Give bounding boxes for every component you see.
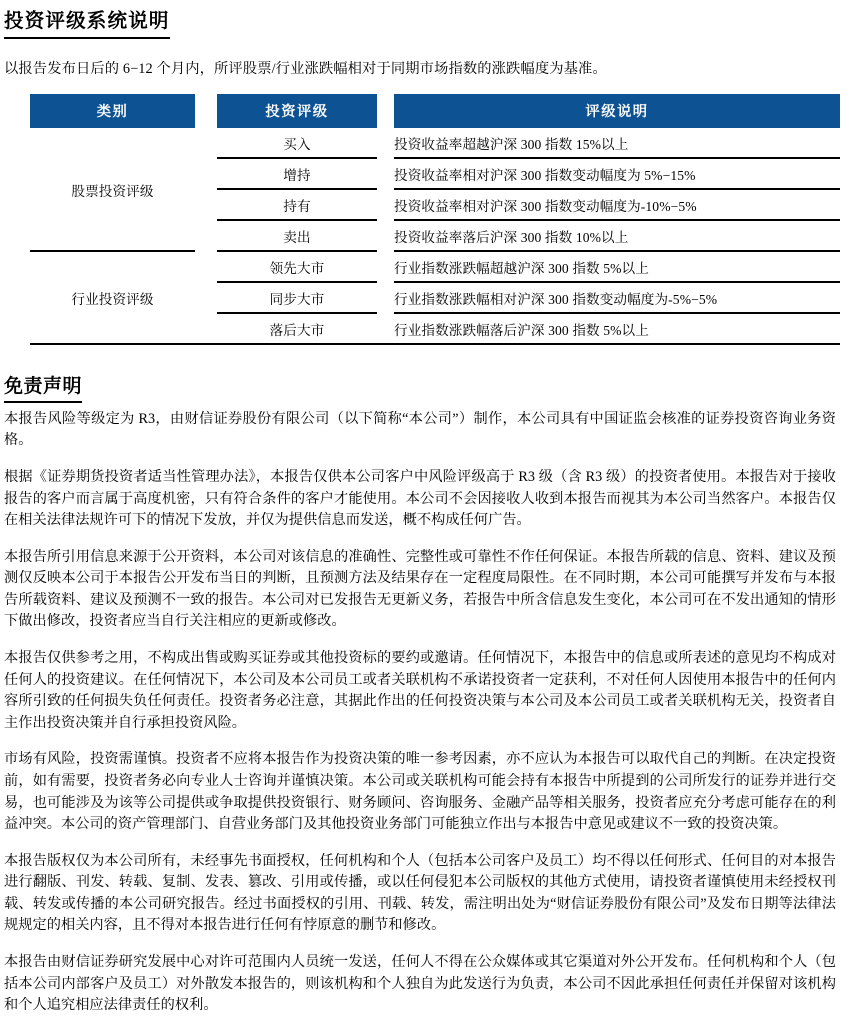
disclaimer-paragraph: 根据《证券期货投资者适当性管理办法》，本报告仅供本公司客户中风险评级高于 R3 级（含 R3 级）的投资者使用。本报告对于接收报告的客户而言属于高度机密，只有符合条件的客户才能使用。本公司不会因接收人收到本报告而视其为本公司当然客户。本报告仅在相关法律法规许可下的情况下发放，并仅为提供信息而发送，概不构成任何广告。 bbox=[4, 469, 836, 529]
rating-cell: 持有 bbox=[217, 189, 377, 220]
investment-rating-table bbox=[30, 94, 840, 343]
disclaimer-title-row bbox=[4, 371, 836, 403]
disclaimer-title: 免责声明 bbox=[4, 375, 82, 403]
table-body bbox=[30, 128, 840, 343]
description-cell: 行业指数涨跌幅相对沪深 300 指数变动幅度为-5%−5% bbox=[394, 282, 840, 313]
disclaimer-paragraph: 本报告风险等级定为 R3，由财信证券股份有限公司（以下简称“本公司”）制作，本公司具有中国证监会核准的证券投资咨询业务资格。 bbox=[4, 410, 836, 449]
table-header-row bbox=[30, 94, 840, 128]
description-cell: 投资收益率超越沪深 300 指数 15%以上 bbox=[394, 128, 840, 158]
cell-gap-2 bbox=[377, 128, 394, 251]
rating-system-title-row bbox=[4, 6, 836, 39]
table-bottom-rule bbox=[30, 343, 840, 345]
disclaimer-paragraph: 本报告由财信证券研究发展中心对许可范围内人员统一发送，任何人不得在公众媒体或其它渠道对外公开发布。任何机构和个人（包括本公司内部客户及员工）对外散发本报告的，则该机构和个人独自为此发送行为负责，本公司不因此承担任何责任并保留对该机构和个人追究相应法律责任的权利。 bbox=[4, 953, 836, 1014]
header-gap-1 bbox=[195, 94, 217, 128]
rating-cell: 同步大市 bbox=[217, 282, 377, 313]
table-header bbox=[30, 94, 840, 128]
rating-cell: 卖出 bbox=[217, 220, 377, 251]
rating-cell: 增持 bbox=[217, 158, 377, 189]
cell-gap-1 bbox=[195, 128, 217, 251]
table-row bbox=[30, 128, 840, 158]
page-title: 投资评级系统说明 bbox=[4, 10, 170, 39]
description-cell: 投资收益率相对沪深 300 指数变动幅度为 5%−15% bbox=[394, 158, 840, 189]
column-header-description: 评级说明 bbox=[394, 94, 840, 128]
table-row bbox=[30, 251, 840, 282]
description-cell: 行业指数涨跌幅超越沪深 300 指数 5%以上 bbox=[394, 251, 840, 282]
disclaimer-paragraph: 本报告仅供参考之用，不构成出售或购买证券或其他投资标的要约或邀请。任何情况下，本报告中的信息或所表述的意见均不构成对任何人的投资建议。在任何情况下，本公司及本公司员工或者关联机构不承诺投资者一定获利，不对任何人因使用本报告中的任何内容所引致的任何损失负任何责任。投资者务必注意，其据此作出的任何投资决策与本公司及本公司员工或者关联机构无关，投资者自主作出投资决策并自行承担投资风险。 bbox=[4, 650, 836, 731]
description-cell: 行业指数涨跌幅落后沪深 300 指数 5%以上 bbox=[394, 323, 649, 339]
rating-basis-intro: 以报告发布日后的 6−12 个月内，所评股票/行业涨跌幅相对于同期市场指数的涨跌幅度为基准。 bbox=[4, 61, 607, 78]
disclaimer-paragraph: 市场有风险，投资需谨慎。投资者不应将本报告作为投资决策的唯一参考因素，亦不应认为本报告可以取代自己的判断。在决定投资前，如有需要，投资者务必向专业人士咨询并谨慎决策。本公司或关联机构可能会持有本报告中所提到的公司所发行的证券并进行交易，也可能涉及为该等公司提供或争取提供投资银行、财务顾问、咨询服务、金融产品等相关服务，投资者应充分考虑可能存在的利益冲突。本公司的资产管理部门、自营业务部门及其他投资业务部门可能独立作出与本报告中意见或建议不一致的投资决策。 bbox=[4, 751, 836, 833]
disclaimer-paragraph: 本报告版权仅为本公司所有，未经事先书面授权，任何机构和个人（包括本公司客户及员工）均不得以任何形式、任何目的对本报告进行翻版、刊发、转载、复制、发表、篡改、引用或传播，或以任何侵犯本公司版权的其他方式使用，请投资者谨慎使用未经授权刊载、转发或传播的本公司研究报告。经过书面授权的引用、刊载、转发，需注明出处为“财信证券股份有限公司”及发布日期等法律法规规定的相关内容，且不得对本报告进行任何有悖原意的删节和修改。 bbox=[4, 852, 836, 934]
description-cell: 投资收益率落后沪深 300 指数 10%以上 bbox=[394, 220, 840, 251]
header-gap-2 bbox=[377, 94, 394, 128]
disclaimer-section bbox=[4, 371, 836, 1017]
description-cell: 投资收益率相对沪深 300 指数变动幅度为-10%−5% bbox=[394, 189, 840, 220]
rating-cell: 领先大市 bbox=[217, 251, 377, 282]
rating-cell: 落后大市 bbox=[269, 323, 325, 339]
cell-gap-4 bbox=[377, 251, 394, 343]
category-cell-industry: 行业投资评级 bbox=[71, 292, 154, 308]
column-header-category: 类别 bbox=[30, 94, 195, 128]
category-cell-stock: 股票投资评级 bbox=[30, 128, 195, 251]
rating-cell: 买入 bbox=[217, 128, 377, 158]
column-header-rating: 投资评级 bbox=[217, 94, 377, 128]
cell-gap-3 bbox=[195, 251, 217, 343]
disclaimer-paragraph: 本报告所引用信息来源于公开资料，本公司对该信息的准确性、完整性或可靠性不作任何保证。本报告所载的信息、资料、建议及预测仅反映本公司于本报告公开发布当日的判断，且预测方法及结果存在一定程度局限性。在不同时期，本公司可能撰写并发布与本报告所载资料、建议及预测不一致的报告。本公司对已发报告无更新义务，若报告中所含信息发生变化，本公司可在不发出通知的情形下做出修改，投资者应当自行关注相应的更新或修改。 bbox=[4, 548, 836, 630]
